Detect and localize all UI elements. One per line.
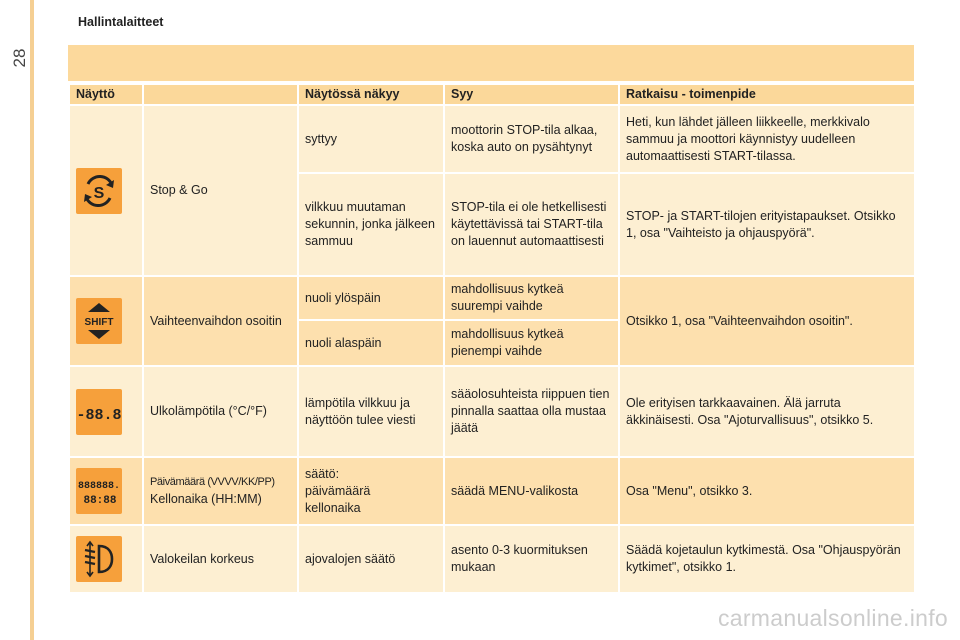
cell-solution: STOP- ja START-tilojen erityistapaukset. Otsikko 1, osa "Vaihteisto ja ohjauspyörä". — [619, 173, 915, 276]
cell-shown: vilkkuu muutaman sekunnin, jonka jälkeen sammuu — [298, 173, 444, 276]
clock-display: 88:88 — [83, 495, 117, 507]
stop-start-icon — [76, 168, 122, 214]
cell-solution: Osa "Menu", otsikko 3. — [619, 457, 915, 525]
header-band — [68, 45, 914, 81]
row-name — [143, 457, 298, 525]
table-row — [69, 525, 915, 593]
outside-temperature-icon — [76, 389, 122, 435]
cell-cause: STOP-tila ei ole hetkellisesti käytettävissä tai START-tila on lauennut automaattisesti — [444, 173, 619, 276]
svg-text:S: S — [93, 184, 105, 202]
cell-cause: moottorin STOP-tila alkaa, koska auto on pysähtynyt — [444, 105, 619, 173]
table-row — [69, 457, 915, 525]
cell-shown: nuoli ylöspäin — [298, 276, 444, 320]
shown-line: kellonaika — [305, 500, 361, 515]
indicator-table — [68, 83, 916, 594]
page-number: 28 — [10, 48, 29, 68]
shown-line: päivämäärä — [305, 483, 371, 498]
icon-cell — [69, 276, 143, 366]
cell-shown — [298, 457, 444, 525]
shown-line: säätö: — [305, 466, 340, 481]
icon-cell — [69, 105, 143, 276]
cell-shown: syttyy — [298, 105, 444, 173]
cell-cause: säädä MENU-valikosta — [444, 457, 619, 525]
row-name: Vaihteenvaihdon osoitin — [143, 276, 298, 366]
row-name-date: Päivämäärä (VVVV/KK/PP) — [150, 476, 275, 488]
header-solution: Ratkaisu - toimenpide — [619, 84, 915, 105]
date-clock-icon — [76, 468, 122, 514]
cell-solution: Ole erityisen tarkkaavainen. Älä jarruta äkkinäisesti. Osa "Ajoturvallisuus", otsikko 5. — [619, 366, 915, 457]
cell-cause: mahdollisuus kytkeä suurempi vaihde — [444, 276, 619, 320]
icon-cell — [69, 366, 143, 457]
section-title: Hallintalaitteet — [78, 15, 164, 29]
icon-cell — [69, 457, 143, 525]
cell-cause: mahdollisuus kytkeä pienempi vaihde — [444, 320, 619, 366]
watermark: carmanualsonline.info — [717, 605, 948, 631]
date-display: 888888. — [77, 481, 121, 492]
cell-shown: lämpötila vilkkuu ja näyttöön tulee viesti — [298, 366, 444, 457]
icon-cell — [69, 525, 143, 593]
header-display: Näyttö — [69, 84, 143, 105]
header-cause: Syy — [444, 84, 619, 105]
shift-label: SHIFT — [84, 317, 114, 328]
cell-solution: Säädä kojetaulun kytkimestä. Osa "Ohjauspyörän kytkimet", otsikko 1. — [619, 525, 915, 593]
table-row — [69, 105, 915, 173]
side-accent-bar — [30, 0, 34, 640]
cell-solution: Heti, kun lähdet jälleen liikkeelle, merkkivalo sammuu ja moottori käynnistyy uudelleen automaattisesti START-tilassa. — [619, 105, 915, 173]
gear-shift-indicator-icon — [76, 298, 122, 344]
cell-shown: ajovalojen säätö — [298, 525, 444, 593]
row-name: Valokeilan korkeus — [143, 525, 298, 593]
cell-shown: nuoli alaspäin — [298, 320, 444, 366]
temp-display: -88.8 — [76, 406, 122, 424]
row-name: Ulkolämpötila (°C/°F) — [143, 366, 298, 457]
cell-cause: asento 0-3 kuormituksen mukaan — [444, 525, 619, 593]
table-row — [69, 276, 915, 320]
cell-solution: Otsikko 1, osa "Vaihteenvaihdon osoitin". — [619, 276, 915, 366]
headlamp-height-icon — [76, 536, 122, 582]
table-row — [69, 366, 915, 457]
cell-cause: sääolosuhteista riippuen tien pinnalla saattaa olla mustaa jäätä — [444, 366, 619, 457]
row-name: Stop & Go — [143, 105, 298, 276]
row-name-time: Kellonaika (HH:MM) — [150, 492, 262, 506]
header-display-name — [143, 84, 298, 105]
table-header-row — [69, 84, 915, 105]
header-shown: Näytössä näkyy — [298, 84, 444, 105]
